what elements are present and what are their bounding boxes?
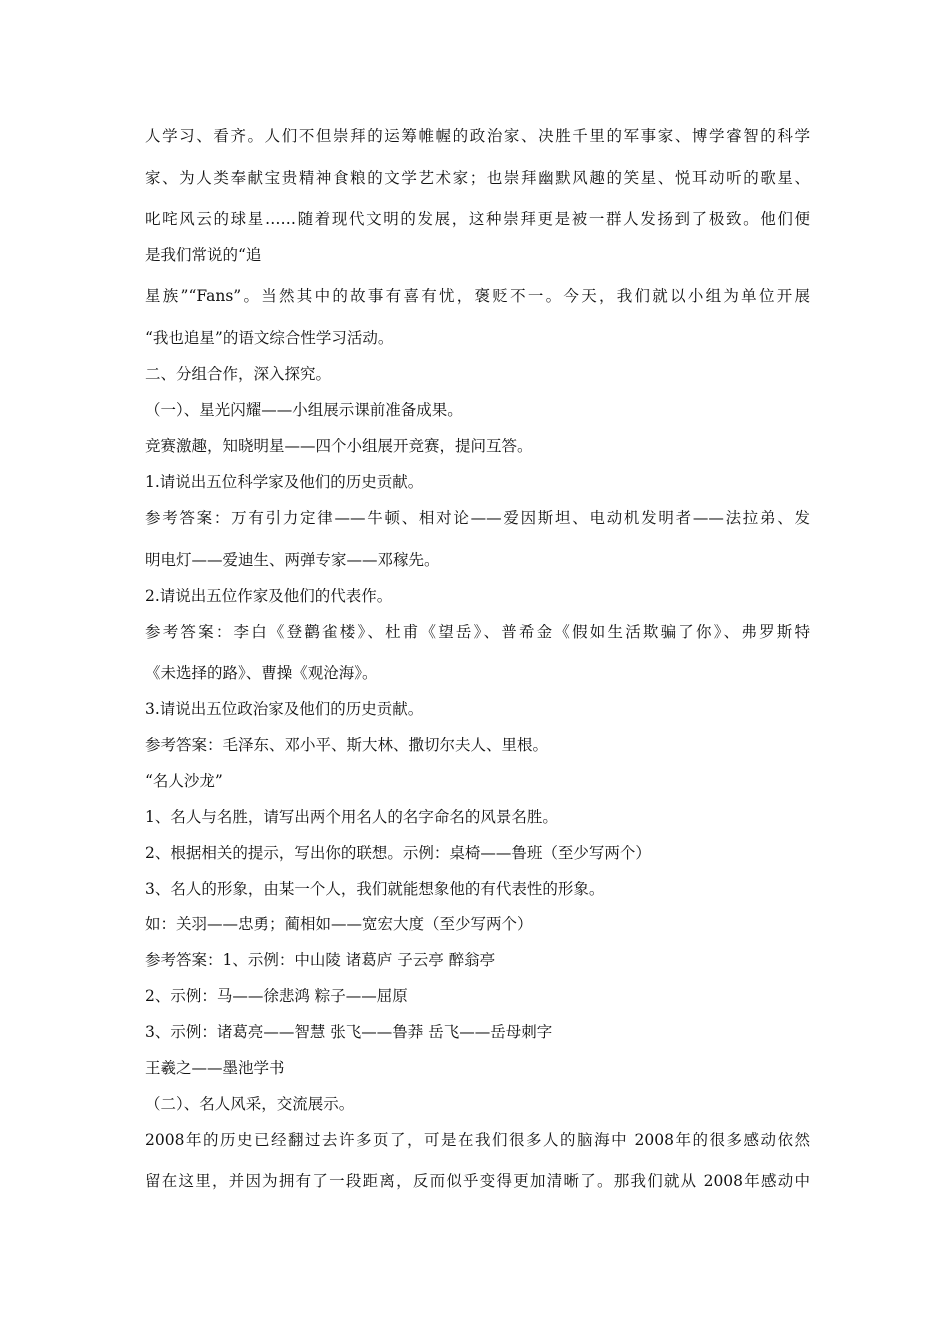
text-line: “我也追星”的语文综合性学习活动。 [145, 329, 394, 347]
text-line: 家、为人类奉献宝贵精神食粮的文学艺术家；也崇拜幽默风趣的笑星、悦耳动听的歌星、 [145, 169, 810, 187]
answer-line: 参考答案：毛泽东、邓小平、斯大林、撒切尔夫人、里根。 [145, 736, 549, 754]
subsection-heading: （二）、名人风采，交流展示。 [145, 1095, 355, 1113]
question-line: 2.请说出五位作家及他们的代表作。 [145, 587, 393, 605]
question-line: 2、根据相关的提示，写出你的联想。示例：桌椅——鲁班（至少写两个） [145, 844, 651, 862]
text-line: 留在这里，并因为拥有了一段距离，反而似乎变得更加清晰了。那我们就从 2008年感动中 [145, 1172, 810, 1190]
answer-line: 参考答案：1、示例：中山陵 诸葛庐 子云亭 醉翁亭 [145, 951, 496, 969]
text-line: 叱咤风云的球星……随着现代文明的发展，这种崇拜更是被一群人发扬到了极致。他们便 [145, 210, 810, 228]
answer-line: 参考答案：李白《登鹳雀楼》、杜甫《望岳》、普希金《假如生活欺骗了你》、弗罗斯特 [145, 623, 810, 641]
activity-title: “名人沙龙” [145, 772, 223, 790]
question-line: 1、名人与名胜，请写出两个用名人的名字命名的风景名胜。 [145, 808, 558, 826]
question-line: 3.请说出五位政治家及他们的历史贡献。 [145, 700, 424, 718]
answer-line: 参考答案：万有引力定律——牛顿、相对论——爱因斯坦、电动机发明者——法拉弟、发 [145, 509, 810, 527]
answer-line: 3、示例：诸葛亮——智慧 张飞——鲁莽 岳飞——岳母刺字 [145, 1023, 553, 1041]
text-line: 2008年的历史已经翻过去许多页了，可是在我们很多人的脑海中 2008年的很多感动依然 [145, 1131, 810, 1149]
text-line: 是我们常说的“追 [145, 246, 262, 264]
text-line: 人学习、看齐。人们不但崇拜的运筹帷幄的政治家、决胜千里的军事家、博学睿智的科学 [145, 127, 810, 145]
subsection-heading: （一）、星光闪耀——小组展示课前准备成果。 [145, 401, 463, 419]
answer-line: 明电灯——爱迪生、两弹专家——邓稼先。 [145, 551, 440, 569]
question-line: 1.请说出五位科学家及他们的历史贡献。 [145, 473, 424, 491]
text-line: 如：关羽——忠勇；蔺相如——宽宏大度（至少写两个） [145, 915, 533, 933]
question-line: 3、名人的形象，由某一个人，我们就能想象他的有代表性的形象。 [145, 880, 605, 898]
answer-line: 王羲之——墨池学书 [145, 1059, 285, 1077]
text-line: 星族”“Fans”。当然其中的故事有喜有忧，褒贬不一。今天，我们就以小组为单位开展 [145, 287, 810, 305]
section-heading: 二、分组合作，深入探究。 [145, 365, 332, 383]
answer-line: 《未选择的路》、曹操《观沧海》。 [145, 664, 378, 682]
text-line: 竞赛激趣，知晓明星——四个小组展开竞赛，提问互答。 [145, 437, 533, 455]
answer-line: 2、示例：马——徐悲鸿 粽子——屈原 [145, 987, 408, 1005]
